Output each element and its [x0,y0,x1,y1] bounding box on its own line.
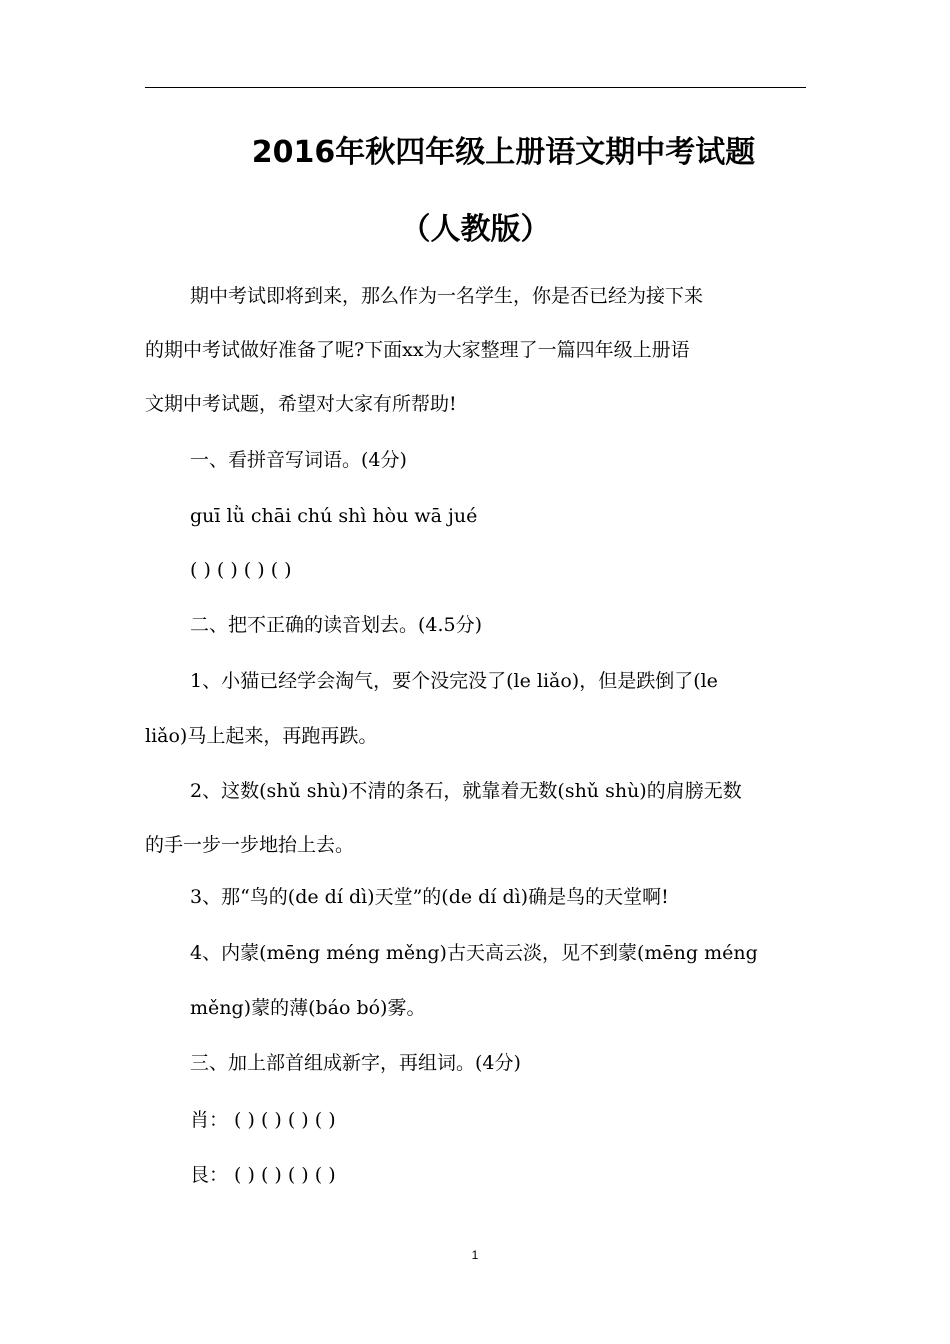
header-rule [145,87,806,88]
section3-row-2: 艮： ( ) ( ) ( ) ( ) [190,1164,336,1186]
section3-heading: 三、加上部首组成新字，再组词。(4分) [190,1052,521,1074]
section2-q1-line-1: 1、小猫已经学会淘气，要个没完没了(le liǎo)，但是跌倒了(le [190,670,718,692]
section2-q2-line-1: 2、这数(shǔ shù)不清的条石，就靠着无数(shǔ shù)的肩膀无数 [190,780,742,802]
document-title: 2016年秋四年级上册语文期中考试题 [251,135,756,170]
section2-q3: 3、那“鸟的(de dí dì)天堂”的(de dí dì)确是鸟的天堂啊! [190,886,669,908]
section1-pinyin: guī lǜ chāi chú shì hòu wā jué [190,505,478,527]
page-number: 1 [471,1248,479,1262]
section1-blanks: ( ) ( ) ( ) ( ) [190,559,292,581]
intro-line-3: 文期中考试题，希望对大家有所帮助! [145,393,457,415]
intro-line-1: 期中考试即将到来，那么作为一名学生，你是否已经为接下来 [190,285,704,307]
section2-q2-line-2: 的手一步一步地抬上去。 [145,834,355,856]
section2-q4-line-1: 4、内蒙(mēng méng měng)古天高云淡，见不到蒙(mēng méng [190,942,758,964]
section3-row-1: 肖： ( ) ( ) ( ) ( ) [190,1109,336,1131]
intro-line-2: 的期中考试做好准备了呢?下面xx为大家整理了一篇四年级上册语 [145,339,690,361]
document-subtitle: （人教版） [400,212,551,247]
section1-heading: 一、看拼音写词语。(4分) [190,449,407,471]
section2-q1-line-2: liǎo)马上起来，再跑再跌。 [145,725,378,747]
section2-heading: 二、把不正确的读音划去。(4.5分) [190,614,483,636]
section2-q4-line-2: měng)蒙的薄(báo bó)雾。 [190,997,426,1019]
